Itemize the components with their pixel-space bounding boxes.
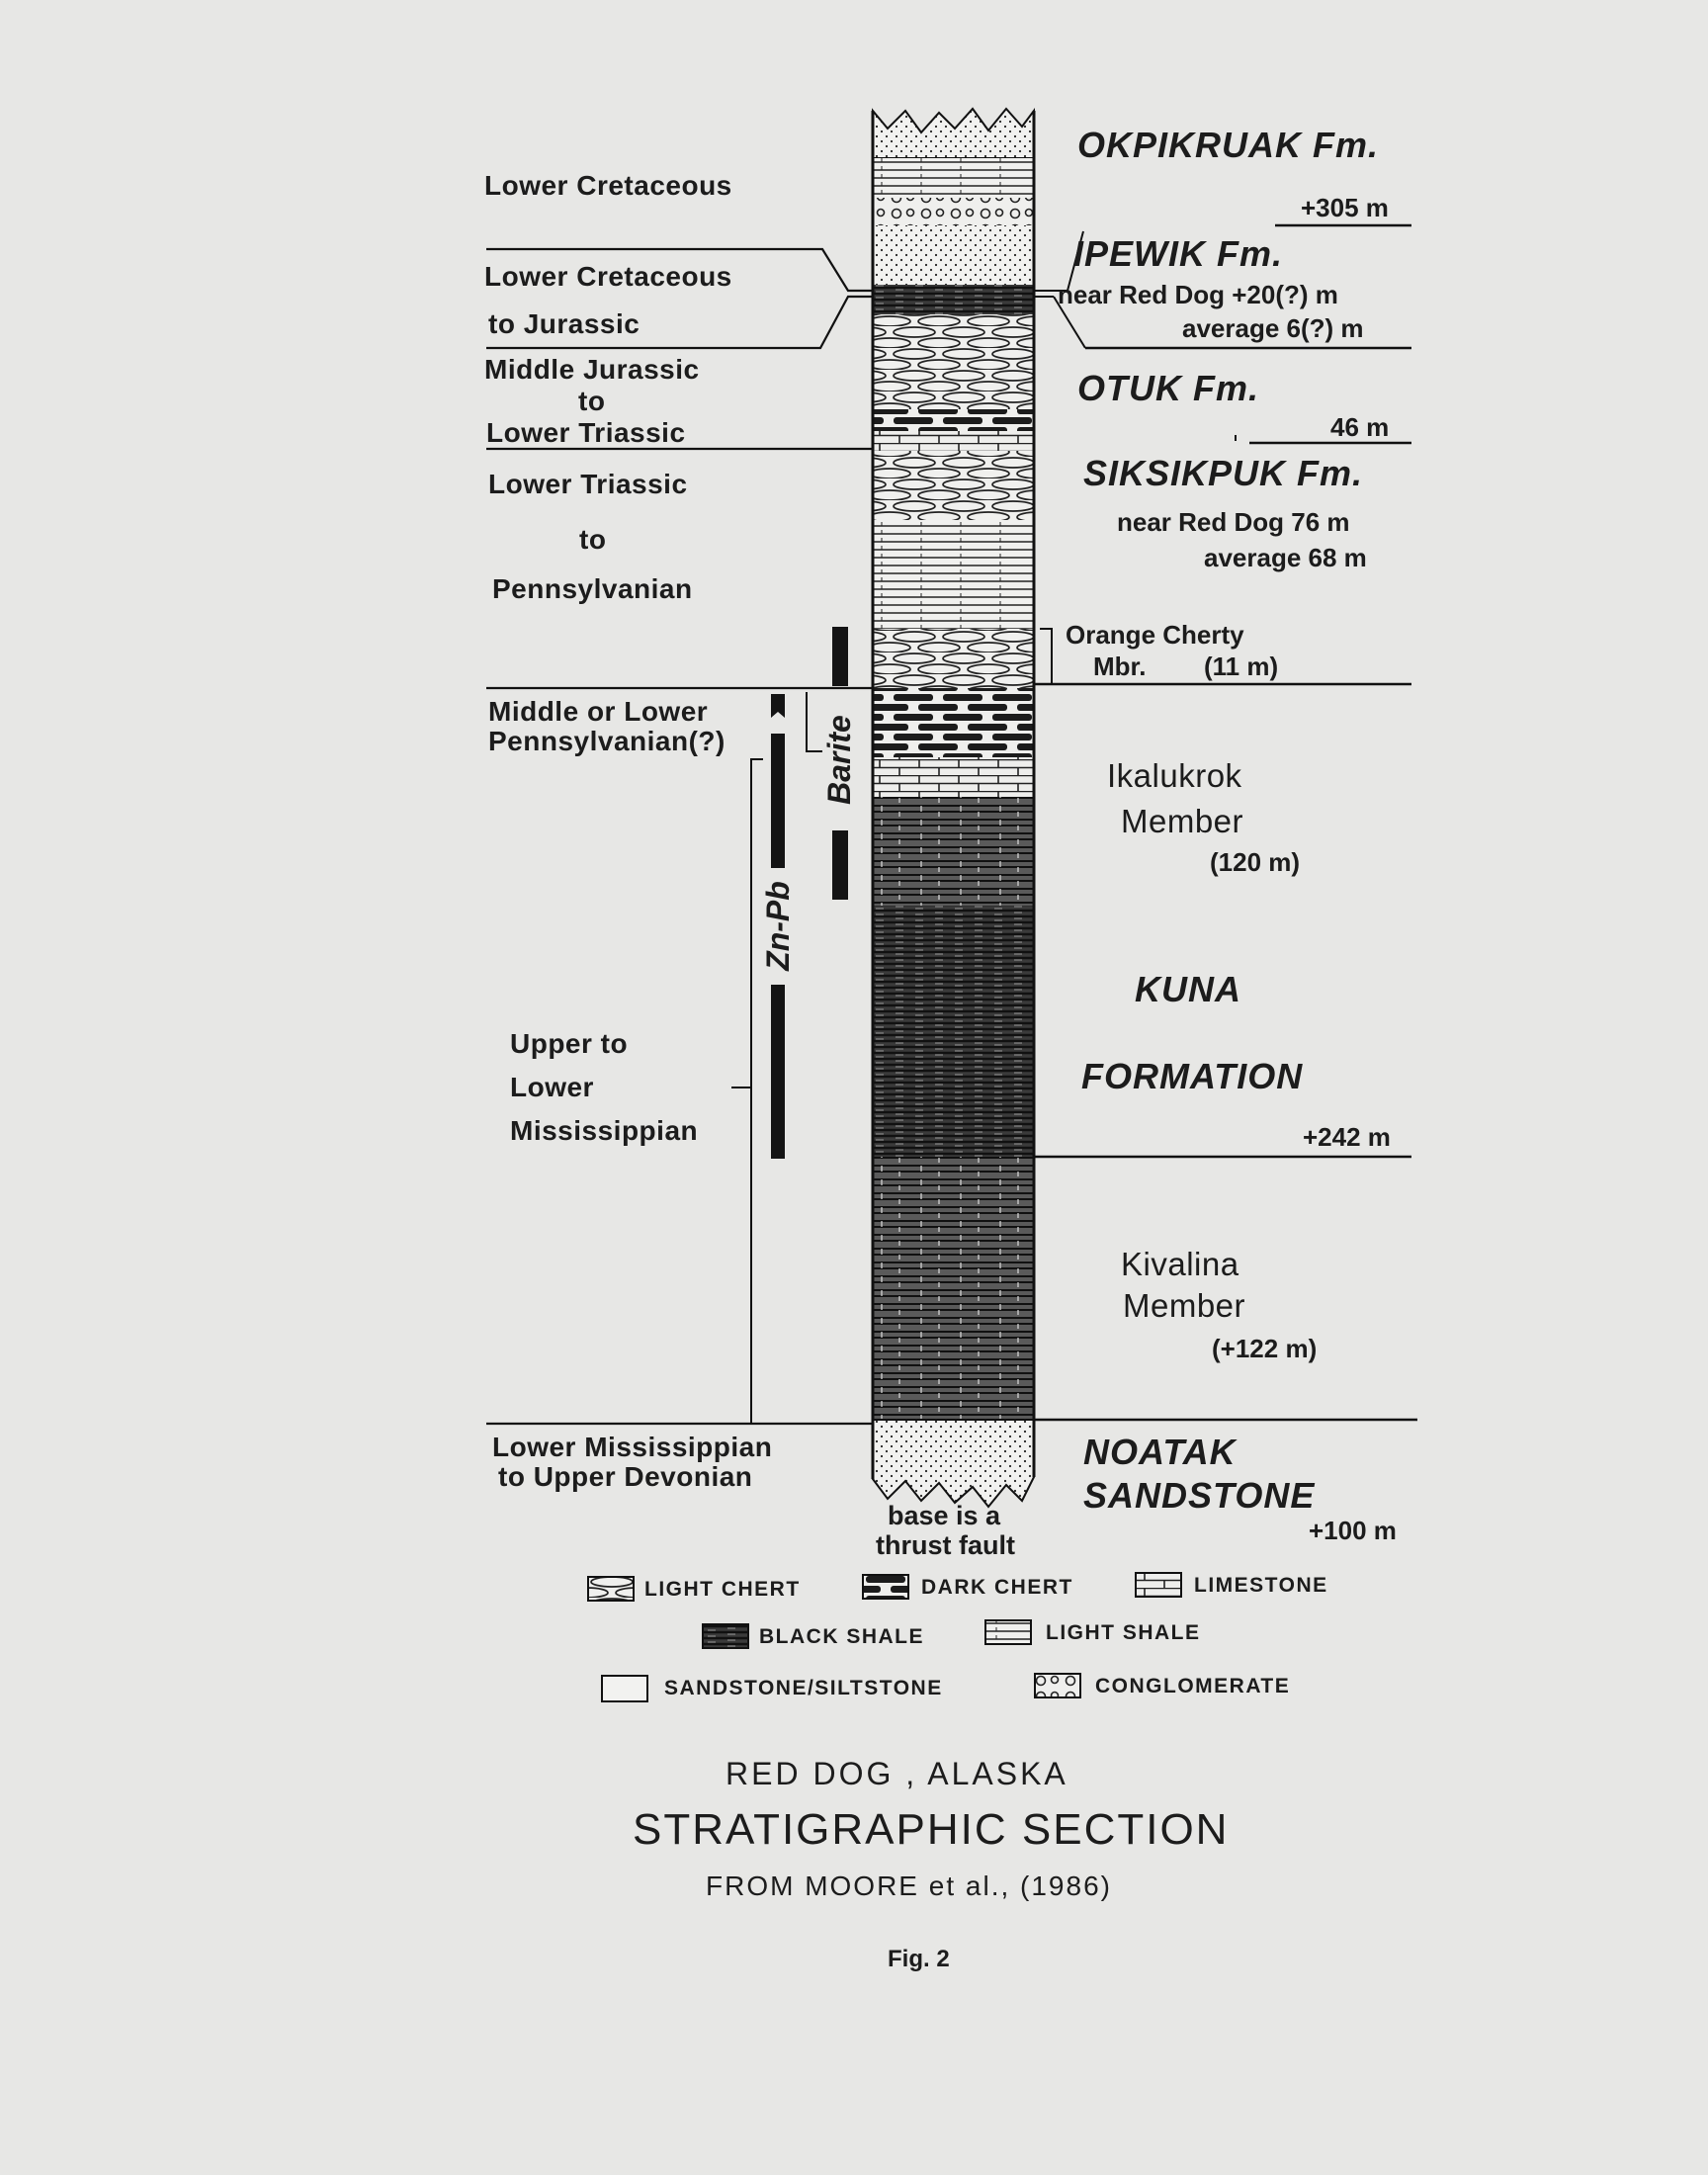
ikalukrok-member-line1: Ikalukrok bbox=[1107, 757, 1242, 794]
layer-ikalukrok-limestone bbox=[873, 757, 1034, 797]
legend-swatch-sandstone bbox=[601, 1675, 648, 1702]
noatak-bottom-zigzag bbox=[873, 1420, 1034, 1507]
zn-pb-bar-lower bbox=[771, 985, 785, 1159]
legend-swatch-black-shale bbox=[702, 1623, 749, 1649]
layer-kuna-blackshale bbox=[873, 906, 1034, 1157]
zn-pb-arrow-top bbox=[771, 694, 785, 718]
layer-okpikruak-sandstone bbox=[873, 225, 1034, 285]
age-pennsylvanian-1: Middle or Lower bbox=[488, 696, 709, 727]
age-mississippian-3: Mississippian bbox=[510, 1115, 699, 1146]
layer-otuk-limestone bbox=[873, 431, 1034, 451]
barite-label: Barite bbox=[820, 715, 857, 805]
layer-orange-cherty-member bbox=[873, 629, 1034, 688]
ikalukrok-thickness: (120 m) bbox=[1210, 847, 1301, 877]
kuna-formation-line2: FORMATION bbox=[1081, 1056, 1304, 1096]
age-mississippian-devonian-1: Lower Mississippian bbox=[492, 1432, 773, 1462]
kuna-thickness: +242 m bbox=[1303, 1122, 1391, 1152]
age-jurassic-triassic-1: Middle Jurassic bbox=[484, 354, 700, 385]
ikalukrok-member-line2: Member bbox=[1121, 803, 1244, 839]
zn-pb-bar-upper bbox=[771, 734, 785, 868]
noatak-sandstone-line2: SANDSTONE bbox=[1083, 1475, 1316, 1516]
age-mississippian-1: Upper to bbox=[510, 1028, 629, 1059]
siksikpuk-near-red-dog: near Red Dog 76 m bbox=[1117, 507, 1350, 537]
age-cretaceous-jurassic-2: to Jurassic bbox=[488, 308, 640, 339]
age-mississippian-2: Lower bbox=[510, 1072, 594, 1102]
barite-bar-top bbox=[832, 627, 848, 686]
pennsylvanian-bracket bbox=[807, 692, 822, 751]
orange-cherty-bracket bbox=[1040, 629, 1052, 684]
legend-dark-chert: DARK CHERT bbox=[921, 1576, 1073, 1599]
age-pennsylvanian-2: Pennsylvanian(?) bbox=[488, 726, 726, 756]
legend-light-chert: LIGHT CHERT bbox=[644, 1578, 801, 1601]
age-triassic-penn-2: to bbox=[579, 524, 607, 555]
noatak-thickness: +100 m bbox=[1309, 1516, 1397, 1545]
title-stratigraphic-section: STRATIGRAPHIC SECTION bbox=[633, 1805, 1230, 1854]
layer-kivalina-shalelime bbox=[873, 1157, 1034, 1420]
formation-ipewik: IPEWIK Fm. bbox=[1073, 233, 1284, 274]
legend-light-shale: LIGHT SHALE bbox=[1046, 1621, 1201, 1644]
age-triassic-penn-1: Lower Triassic bbox=[488, 469, 688, 499]
base-thrust-fault-line1: base is a bbox=[888, 1501, 1001, 1530]
orange-cherty-line2: Mbr. bbox=[1093, 652, 1147, 681]
kivalina-member-line2: Member bbox=[1123, 1287, 1246, 1324]
ipewik-average: average 6(?) m bbox=[1182, 313, 1364, 343]
layer-okpikruak-conglomerate bbox=[873, 198, 1034, 225]
thickness-okpikruak: +305 m bbox=[1301, 193, 1389, 222]
kivalina-thickness: (+122 m) bbox=[1212, 1334, 1318, 1363]
layer-siksikpuk-shale bbox=[873, 520, 1034, 629]
legend-conglomerate: CONGLOMERATE bbox=[1095, 1675, 1291, 1697]
layer-ikalukrok-darkchert bbox=[873, 688, 1034, 757]
legend-black-shale: BLACK SHALE bbox=[759, 1625, 924, 1648]
mississippian-bracket bbox=[751, 759, 763, 1424]
age-cretaceous-jurassic-1: Lower Cretaceous bbox=[484, 261, 732, 292]
ipewik-near-red-dog: near Red Dog +20(?) m bbox=[1058, 280, 1338, 309]
layer-otuk-darkchert bbox=[873, 409, 1034, 431]
age-jurassic-triassic-3: Lower Triassic bbox=[486, 417, 686, 448]
formation-okpikruak: OKPIKRUAK Fm. bbox=[1077, 125, 1380, 165]
zn-pb-label: Zn-Pb bbox=[759, 881, 796, 971]
age-mississippian-devonian-2: to Upper Devonian bbox=[498, 1461, 753, 1492]
age-triassic-penn-3: Pennsylvanian bbox=[492, 573, 693, 604]
orange-cherty-line1: Orange Cherty bbox=[1066, 620, 1244, 650]
layer-ikalukrok-shalelime bbox=[873, 797, 1034, 906]
thickness-otuk: 46 m bbox=[1330, 412, 1390, 442]
legend-sandstone-siltstone: SANDSTONE/SILTSTONE bbox=[664, 1677, 943, 1699]
title-source: FROM MOORE et al., (1986) bbox=[706, 1870, 1112, 1901]
legend-swatch-dark-chert bbox=[862, 1574, 909, 1600]
formation-siksikpuk: SIKSIKPUK Fm. bbox=[1083, 453, 1364, 493]
age-lower-cretaceous: Lower Cretaceous bbox=[484, 170, 732, 201]
formation-otuk: OTUK Fm. bbox=[1077, 368, 1259, 408]
layer-ipewik-shale bbox=[873, 285, 1034, 314]
age-jurassic-triassic-2: to bbox=[578, 386, 606, 416]
orange-cherty-thickness: (11 m) bbox=[1204, 652, 1279, 681]
legend-swatch-light-chert bbox=[587, 1576, 635, 1602]
barite-bar-bottom bbox=[832, 830, 848, 900]
layer-siksikpuk-chert bbox=[873, 451, 1034, 520]
layer-okpikruak-shale bbox=[873, 158, 1034, 198]
kivalina-member-line1: Kivalina bbox=[1121, 1246, 1239, 1282]
noatak-sandstone-line1: NOATAK bbox=[1083, 1432, 1237, 1472]
legend-limestone: LIMESTONE bbox=[1194, 1574, 1328, 1597]
kuna-formation-line1: KUNA bbox=[1135, 969, 1241, 1009]
title-red-dog-alaska: RED DOG , ALASKA bbox=[726, 1756, 1068, 1791]
layer-otuk-chert bbox=[873, 314, 1034, 409]
okpikruak-top-zigzag bbox=[873, 109, 1034, 158]
base-thrust-fault-line2: thrust fault bbox=[876, 1530, 1015, 1560]
legend-swatch-conglomerate bbox=[1034, 1673, 1081, 1698]
siksikpuk-average: average 68 m bbox=[1204, 543, 1367, 572]
legend-swatch-limestone bbox=[1135, 1572, 1182, 1598]
figure-number: Fig. 2 bbox=[888, 1946, 950, 1972]
legend-swatch-light-shale bbox=[984, 1619, 1032, 1645]
